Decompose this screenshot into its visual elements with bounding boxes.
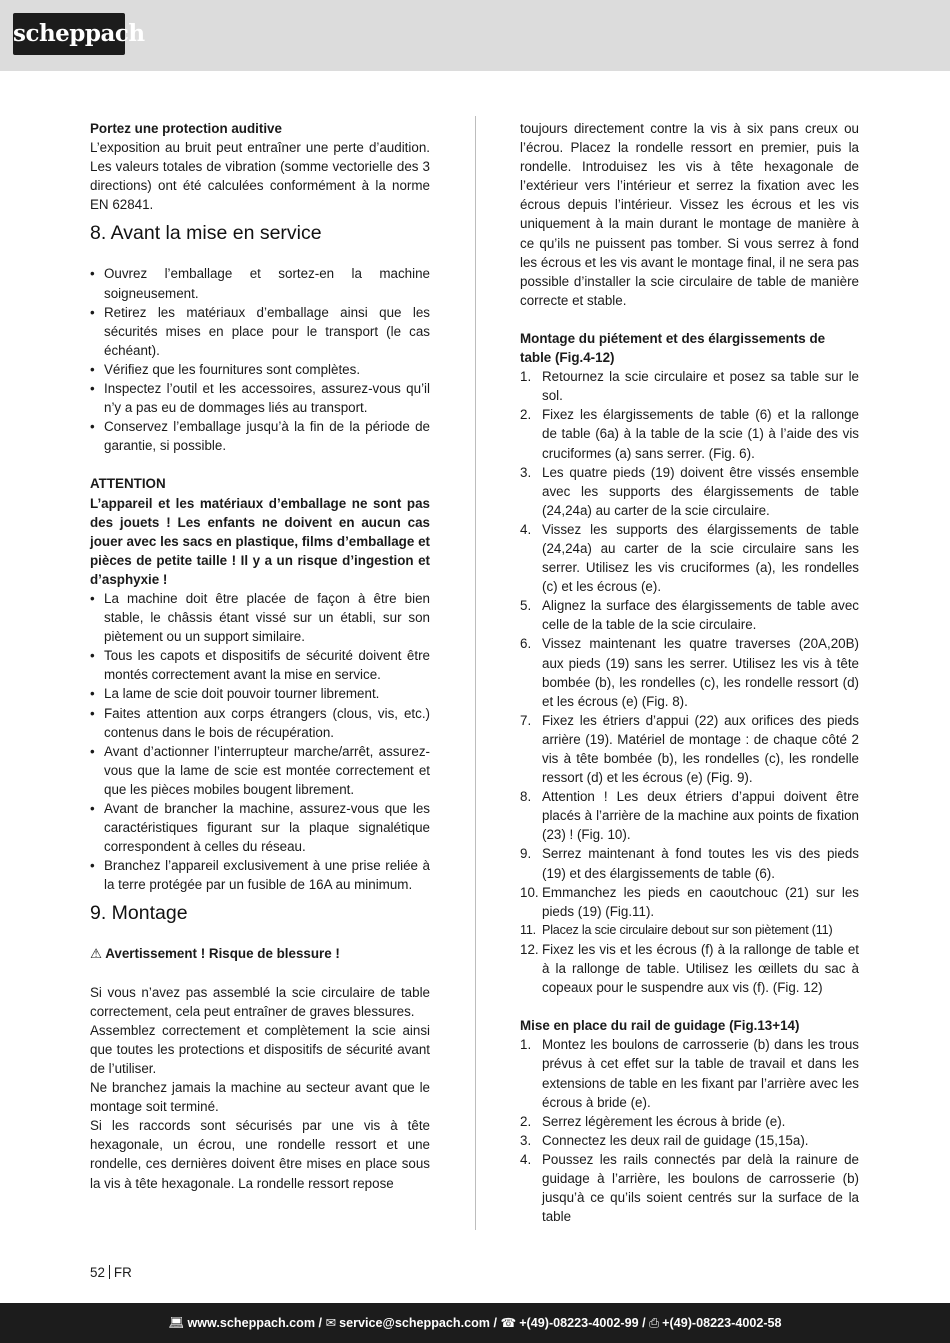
header-bar xyxy=(0,0,950,71)
rail-title: Mise en place du rail de guidage (Fig.13+14) xyxy=(520,1018,800,1034)
list-item: 3. Les quatre pieds (19) doivent être vissés ensemble avec les supports des élargissements de table (24,24a) au carter de la scie circulaire. xyxy=(520,464,859,518)
list-item: 3. Connectez les deux rail de guidage (15,15a). xyxy=(520,1132,809,1148)
paragraph: Ne branchez jamais la machine au secteur avant que le montage soit terminé. xyxy=(90,1080,430,1115)
list-item: • Vérifiez que les fournitures sont complètes. xyxy=(90,360,430,379)
paragraph: Si vous n’avez pas assemblé la scie circulaire de table correctement, cela peut entraîner de graves blessures. xyxy=(90,984,430,1019)
list-item: • Avant d’actionner l’interrupteur marche/arrêt, assurez-vous que la lame de scie est montée correctement et que les pièces mobiles bougent librement. xyxy=(90,742,430,799)
list-item: 5. Alignez la surface des élargissements de table avec celle de la table de la scie circulaire. xyxy=(520,598,859,633)
section-8-title: 8. Avant la mise en service xyxy=(90,222,322,245)
rail-list xyxy=(520,1035,859,1226)
stand-list xyxy=(520,367,859,997)
footer-fax: +(49)-08223-4002-58 xyxy=(662,1316,782,1330)
continued-text: toujours directement contre la vis à six pans creux ou l’écrou. Placez la rondelle ressort en premier, puis la rondelle. Introduisez les vis à tête hexagonale de l’extérieur vers l’intérieur et serrez la fixation avec les écrous depuis l’intérieur. Vissez les écrous et les vis uniquement à la main durant le montage de manière à ce qu’ils ne puissent pas tomber. Si vous serrez à fond les écrous et les vis avant le montage final, il ne sera pas possible d’installer la scie circulaire de table de manière correcte et stable. xyxy=(520,121,859,308)
list-item: 1. Retournez la scie circulaire et posez sa table sur le sol. xyxy=(520,369,859,404)
hearing-text: L’exposition au bruit peut entraîner une perte d’audition. Les valeurs totales de vibration (somme vectorielle des 3 directions) ont été calculées conformément à la norme EN 62841. xyxy=(90,140,430,213)
list-item: • Tous les capots et dispositifs de sécurité doivent être montés correctement avant la mise en service. xyxy=(90,646,430,684)
list-item: 12. Fixez les vis et les écrous (f) à la rallonge de table et à la rallonge de table. Utilisez les œillets du sac à copeaux pour le suspendre aux vis (f). (Fig. 12) xyxy=(520,941,859,996)
list-item: 6. Vissez maintenant les quatre traverses (20A,20B) aux pieds (19) sans les serrer. Utilisez les vis à tête bombée (b), les rondelles (c), les rondelle ressort (d) et les écrous (e) (Fig. 8). xyxy=(520,636,859,709)
section-9-title: 9. Montage xyxy=(90,902,188,925)
footer-phone: +(49)-08223-4002-99 / xyxy=(519,1316,646,1330)
laptop-icon: 💻︎ xyxy=(168,1316,185,1330)
attention-label: ATTENTION xyxy=(90,476,166,492)
left-column xyxy=(90,119,430,1193)
section-8-list xyxy=(90,264,430,455)
warning-text: ⚠ Avertissement ! Risque de blessure ! xyxy=(90,946,340,962)
phone-icon: ☎︎ xyxy=(500,1316,517,1330)
right-column xyxy=(520,119,859,1226)
brand-logo: scheppach xyxy=(13,13,125,55)
list-item: • Ouvrez l’emballage et sortez-en la machine soigneusement. xyxy=(90,264,430,302)
page-number: 52 FR xyxy=(90,1265,132,1280)
list-item: 4. Vissez les supports des élargissements de table (24,24a) au carter de la scie circulaire sans les serrer. Utilisez les vis cruciformes (a), les rondelles (c) et les écrous (e). xyxy=(520,521,859,595)
column-divider xyxy=(475,116,476,1230)
footer-mail[interactable]: service@scheppach.com / xyxy=(339,1316,498,1330)
list-item: • Branchez l’appareil exclusivement à une prise reliée à la terre protégée par un fusible de 16A au minimum. xyxy=(90,856,430,894)
footer-web[interactable]: www.scheppach.com / xyxy=(187,1316,323,1330)
hearing-title: Portez une protection auditive xyxy=(90,121,282,136)
list-item: • La lame de scie doit pouvoir tourner librement. xyxy=(90,684,430,703)
fax-icon: ⎙ xyxy=(649,1316,660,1330)
list-item: 9. Serrez maintenant à fond toutes les vis des pieds (19) et des élargissements de table (6). xyxy=(520,846,859,881)
list-item: 2. Serrez légèrement les écrous à bride (e). xyxy=(520,1113,786,1129)
stand-title: Montage du piétement et des élargissements de table (Fig.4-12) xyxy=(520,330,826,366)
list-item: 1. Montez les boulons de carrosserie (b) dans les trous prévus à cet effet sur la table de travail et dans les extensions de table en les fixant par l’arrière avec les écrous à bride (e). xyxy=(520,1037,859,1110)
list-item: 2. Fixez les élargissements de table (6) et la rallonge de table (6a) à la table de la scie (1) à l’aide des vis cruciformes (a) sans serrer. (Fig. 6). xyxy=(520,407,859,461)
list-item: • Retirez les matériaux d’emballage ainsi que les sécurités mises en place pour le transport (le cas échéant). xyxy=(90,303,430,360)
paragraph: Assemblez correctement et complètement la scie ainsi que toutes les protections et dispositifs de sécurité avant de l’utiliser. xyxy=(90,1022,430,1076)
list-item: 11. Placez la scie circulaire debout sur son piètement (11) xyxy=(520,922,833,937)
footer-bar xyxy=(0,1303,950,1343)
paragraph: Si les raccords sont sécurisés par une vis à tête hexagonale, un écrou, une rondelle ressort et une rondelle, ces dernières doivent être mises en place sous la vis à tête hexagonale. La rondelle ressort repose xyxy=(90,1118,430,1191)
attention-text: L’appareil et les matériaux d’emballage ne sont pas des jouets ! Les enfants ne doivent en aucun cas jouer avec les sacs en plastique, films d’emballage et pièces de petite taille ! Il y a un risque d’ingestion et d’asphyxie ! xyxy=(90,495,430,587)
list-item: • Conservez l’emballage jusqu’à la fin de la période de garantie, si possible. xyxy=(90,417,430,455)
attention-list xyxy=(90,589,430,895)
list-item: • Avant de brancher la machine, assurez-vous que les caractéristiques figurant sur la plaque signalétique correspondent à celles du réseau. xyxy=(90,799,430,856)
mail-icon: ✉︎ xyxy=(325,1316,337,1330)
list-item: 10. Emmanchez les pieds en caoutchouc (21) sur les pieds (19) (Fig.11). xyxy=(520,884,859,919)
list-item: 8. Attention ! Les deux étriers d’appui doivent être placés à l’arrière de la machine aux points de fixation (23) ! (Fig. 10). xyxy=(520,789,859,843)
list-item: • La machine doit être placée de façon à être bien stable, le châssis étant vissé sur un établi, sur son piètement ou un support similaire. xyxy=(90,589,430,646)
list-item: 7. Fixez les étriers d’appui (22) aux orifices des pieds arrière (19). Matériel de montage : de chaque côté 2 vis à tête bombée (b), les rondelles (c), les rondelle ressort (d) et les écrous (e) (Fig. 9). xyxy=(520,712,859,786)
list-item: 4. Poussez les rails connectés par delà la rainure de guidage à l’arrière, les boulons de carrosserie (b) jusqu’à ce qu’ils soient centrés sur la surface de la table xyxy=(520,1151,859,1225)
list-item: • Faites attention aux corps étrangers (clous, vis, etc.) contenus dans le bois de récupération. xyxy=(90,704,430,742)
list-item: • Inspectez l’outil et les accessoires, assurez-vous qu’il n’y a pas eu de dommages liés au transport. xyxy=(90,379,430,417)
